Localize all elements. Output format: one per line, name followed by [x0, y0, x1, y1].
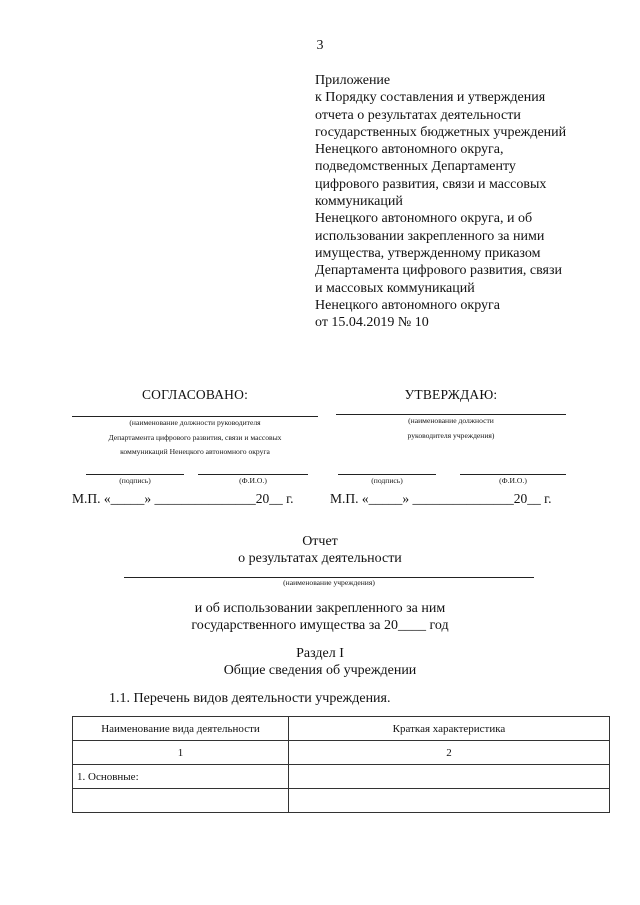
page-number: 3 — [316, 38, 324, 53]
appendix-line: Департамента цифрового развития, связи — [315, 263, 562, 279]
report-subtitle: о результатах деятельности — [238, 551, 402, 566]
appendix-line: Ненецкого автономного округа, — [315, 142, 504, 158]
table-row — [73, 765, 610, 789]
activities-table — [72, 716, 610, 813]
agreed-stamp-date: М.П. «_____» _______________20__ г. — [72, 491, 294, 506]
agreed-heading: СОГЛАСОВАНО: — [141, 387, 249, 402]
table-cell — [73, 789, 289, 813]
appendix-line: использовании закрепленного за ними — [315, 228, 545, 244]
appendix-block — [315, 72, 615, 331]
appendix-line: цифрового развития, связи и массовых — [315, 176, 547, 192]
table-header-cell: Краткая характеристика — [289, 717, 610, 741]
approved-stamp-date: М.П. «_____» _______________20__ г. — [330, 491, 552, 506]
table-row — [73, 789, 610, 813]
approved-signature-caption: (подпись) — [371, 476, 403, 485]
table-header-cell: Наименование вида деятельности — [73, 717, 289, 741]
institution-caption: (наименование учреждения) — [283, 578, 375, 587]
agreed-position-caption: (наименование должности руководителя Департамента цифрового развития, связи и массовых коммуникаций Ненецкого автономного округа — [108, 418, 282, 456]
approved-position-caption: (наименование должности руководителя учреждения) — [407, 416, 495, 440]
appendix-line: от 15.04.2019 № 10 — [315, 315, 429, 331]
appendix-line: и массовых коммуникаций — [315, 280, 475, 296]
table-number-row — [73, 741, 610, 765]
section-number: Раздел I — [296, 646, 344, 661]
appendix-line: отчета о результатах деятельности — [315, 107, 521, 123]
table-cell — [289, 765, 610, 789]
appendix-line: Приложение — [315, 73, 391, 88]
approved-name-caption: (Ф.И.О.) — [499, 476, 527, 485]
report-line-2: государственного имущества за 20____ год — [191, 618, 449, 633]
table-number-cell: 1 — [73, 741, 289, 765]
appendix-line: коммуникаций — [315, 194, 403, 210]
subsection-heading: 1.1. Перечень видов деятельности учреждения. — [109, 691, 391, 706]
table-header-row — [73, 717, 610, 741]
table-cell — [289, 789, 610, 813]
section-title: Общие сведения об учреждении — [223, 663, 417, 678]
table-cell: 1. Основные: — [73, 765, 289, 789]
appendix-line: Ненецкого автономного округа, и об — [315, 211, 533, 227]
appendix-line: к Порядку составления и утверждения — [315, 90, 546, 106]
appendix-line: государственных бюджетных учреждений — [315, 124, 567, 140]
report-line-1: и об использовании закрепленного за ним — [194, 601, 446, 616]
appendix-line: имущества, утвержденному приказом — [315, 245, 541, 261]
approved-heading: УТВЕРЖДАЮ: — [404, 387, 498, 402]
appendix-line: Ненецкого автономного округа — [315, 297, 500, 313]
appendix-line: подведомственных Департаменту — [315, 159, 516, 175]
report-title: Отчет — [302, 534, 338, 549]
agreed-signature-caption: (подпись) — [119, 476, 151, 485]
table-number-cell: 2 — [289, 741, 610, 765]
agreed-name-caption: (Ф.И.О.) — [239, 476, 267, 485]
